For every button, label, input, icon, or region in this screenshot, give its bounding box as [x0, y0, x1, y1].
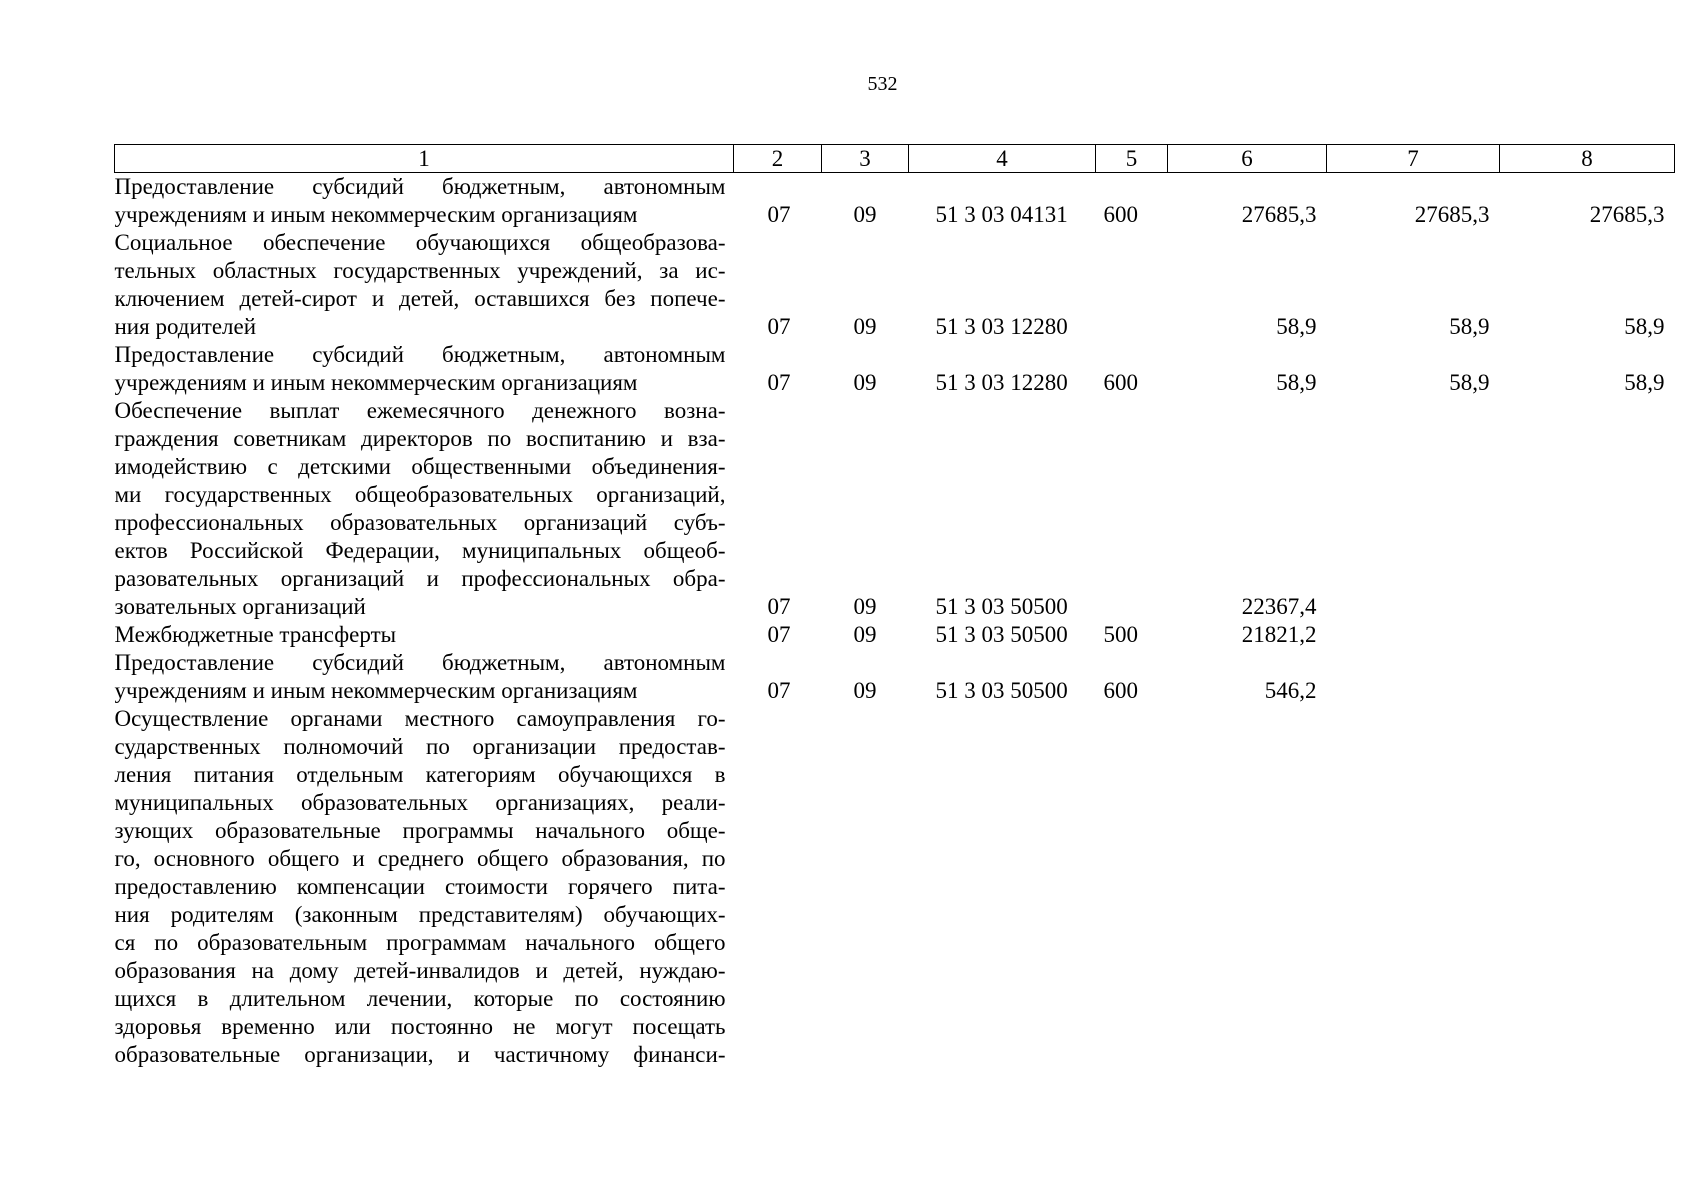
- description-line: зующих образовательные программы начального обще-: [114, 818, 726, 843]
- header-row: [115, 145, 1675, 173]
- amount-col-7: [1327, 397, 1500, 621]
- description-line: Социальное обеспечение обучающихся общеобразова-: [114, 230, 726, 255]
- description-line: Осуществление органами местного самоуправления го-: [114, 706, 726, 731]
- target-article-code: 51 3 03 50500: [935, 678, 1068, 703]
- description-line: ния родителей: [114, 314, 257, 339]
- amount-col-8: 27685,3: [1589, 202, 1665, 227]
- section-code: 07: [767, 202, 791, 227]
- description-line: граждения советникам директоров по воспитанию и вза-: [114, 426, 726, 451]
- expense-type-code: [1096, 705, 1168, 1069]
- amount-col-8: 58,9: [1624, 370, 1665, 395]
- amount-col-6: 58,9: [1276, 314, 1317, 339]
- table-row: [115, 397, 1675, 621]
- amount-col-7: [1327, 649, 1500, 705]
- description-line: разовательных организаций и профессиональных обра-: [114, 566, 726, 591]
- section-code: [734, 705, 822, 1069]
- description-line: Обеспечение выплат ежемесячного денежного возна-: [114, 398, 726, 423]
- expense-type-code: [1096, 397, 1168, 621]
- amount-col-6: 58,9: [1276, 370, 1317, 395]
- header-col-8: 8: [1500, 145, 1675, 173]
- row-description: [115, 173, 734, 230]
- section-code: 07: [767, 594, 791, 619]
- section-code: 07: [767, 622, 791, 647]
- description-line: сударственных полномочий по организации предостав-: [114, 734, 726, 759]
- description-line: зовательных организаций: [114, 594, 366, 619]
- description-line: ления питания отдельным категориям обучающихся в: [114, 762, 726, 787]
- description-line: щихся в длительном лечении, которые по состоянию: [114, 986, 726, 1011]
- amount-col-7: [1327, 621, 1500, 649]
- description-line: муниципальных образовательных организациях, реали-: [114, 790, 726, 815]
- expense-type-code: 600: [1103, 370, 1138, 395]
- header-col-5: 5: [1096, 145, 1168, 173]
- description-line: ния родителям (законным представителям) обучающих-: [114, 902, 726, 927]
- amount-col-8: 58,9: [1624, 314, 1665, 339]
- amount-col-8: [1500, 705, 1675, 1069]
- row-description: [115, 621, 734, 649]
- target-article-code: 51 3 03 50500: [935, 594, 1068, 619]
- row-description: [115, 397, 734, 621]
- description-line: го, основного общего и среднего общего образования, по: [114, 846, 726, 871]
- amount-col-7: 27685,3: [1414, 202, 1490, 227]
- description-line: образования на дому детей-инвалидов и детей, нуждаю-: [114, 958, 726, 983]
- subsection-code: 09: [853, 622, 877, 647]
- subsection-code: 09: [853, 314, 877, 339]
- description-line: учреждениям и иным некоммерческим организациям: [114, 370, 638, 395]
- budget-table: [114, 144, 1675, 1069]
- row-description: [115, 229, 734, 341]
- description-line: учреждениям и иным некоммерческим организациям: [114, 202, 638, 227]
- table-header: [115, 145, 1675, 173]
- amount-col-7: 58,9: [1449, 370, 1490, 395]
- section-code: 07: [767, 314, 791, 339]
- subsection-code: 09: [853, 678, 877, 703]
- table-row: [115, 229, 1675, 341]
- row-description: [115, 705, 734, 1069]
- amount-col-8: [1500, 397, 1675, 621]
- section-code: 07: [767, 678, 791, 703]
- description-line: профессиональных образовательных организаций субъ-: [114, 510, 726, 535]
- amount-col-8: [1500, 649, 1675, 705]
- table-row: [115, 341, 1675, 397]
- amount-col-7: [1327, 705, 1500, 1069]
- header-col-3: 3: [822, 145, 909, 173]
- row-description: [115, 649, 734, 705]
- description-line: здоровья временно или постоянно не могут посещать: [114, 1014, 726, 1039]
- description-line: ключением детей-сирот и детей, оставшихся без попече-: [114, 286, 726, 311]
- amount-col-6: [1168, 705, 1327, 1069]
- description-line: образовательные организации, и частичному финанси-: [114, 1042, 726, 1067]
- row-description: [115, 341, 734, 397]
- page-number: 532: [867, 73, 898, 95]
- table-row: [115, 649, 1675, 705]
- expense-type-code: 600: [1103, 678, 1138, 703]
- description-line: ся по образовательным программам начального общего: [114, 930, 726, 955]
- amount-col-6: 22367,4: [1241, 594, 1317, 619]
- header-col-1: 1: [115, 145, 734, 173]
- subsection-code: 09: [853, 370, 877, 395]
- description-line: Предоставление субсидий бюджетным, автономным: [114, 174, 726, 199]
- table-body: [115, 173, 1675, 1070]
- table-row: [115, 705, 1675, 1069]
- description-line: Предоставление субсидий бюджетным, автономным: [114, 342, 726, 367]
- description-line: предоставлению компенсации стоимости горячего пита-: [114, 874, 726, 899]
- description-line: Предоставление субсидий бюджетным, автономным: [114, 650, 726, 675]
- target-article-code: 51 3 03 12280: [935, 314, 1068, 339]
- table-row: [115, 621, 1675, 649]
- description-line: ми государственных общеобразовательных организаций,: [114, 482, 726, 507]
- expense-type-code: [1096, 229, 1168, 341]
- target-article-code: [909, 705, 1096, 1069]
- section-code: 07: [767, 370, 791, 395]
- amount-col-6: 546,2: [1264, 678, 1317, 703]
- description-line: учреждениям и иным некоммерческим организациям: [114, 678, 638, 703]
- amount-col-8: [1500, 621, 1675, 649]
- amount-col-6: 27685,3: [1241, 202, 1317, 227]
- subsection-code: [822, 705, 909, 1069]
- target-article-code: 51 3 03 12280: [935, 370, 1068, 395]
- amount-col-6: 21821,2: [1241, 622, 1317, 647]
- header-col-2: 2: [734, 145, 822, 173]
- expense-type-code: 600: [1103, 202, 1138, 227]
- description-line: ектов Российской Федерации, муниципальных общеоб-: [114, 538, 726, 563]
- header-col-6: 6: [1168, 145, 1327, 173]
- subsection-code: 09: [853, 202, 877, 227]
- expense-type-code: 500: [1103, 622, 1138, 647]
- table-row: [115, 173, 1675, 230]
- target-article-code: 51 3 03 04131: [935, 202, 1068, 227]
- amount-col-7: 58,9: [1449, 314, 1490, 339]
- target-article-code: 51 3 03 50500: [935, 622, 1068, 647]
- description-line: Межбюджетные трансферты: [114, 622, 397, 647]
- header-col-4: 4: [909, 145, 1096, 173]
- subsection-code: 09: [853, 594, 877, 619]
- description-line: имодействию с детскими общественными объединения-: [114, 454, 726, 479]
- header-col-7: 7: [1327, 145, 1500, 173]
- description-line: тельных областных государственных учреждений, за ис-: [114, 258, 726, 283]
